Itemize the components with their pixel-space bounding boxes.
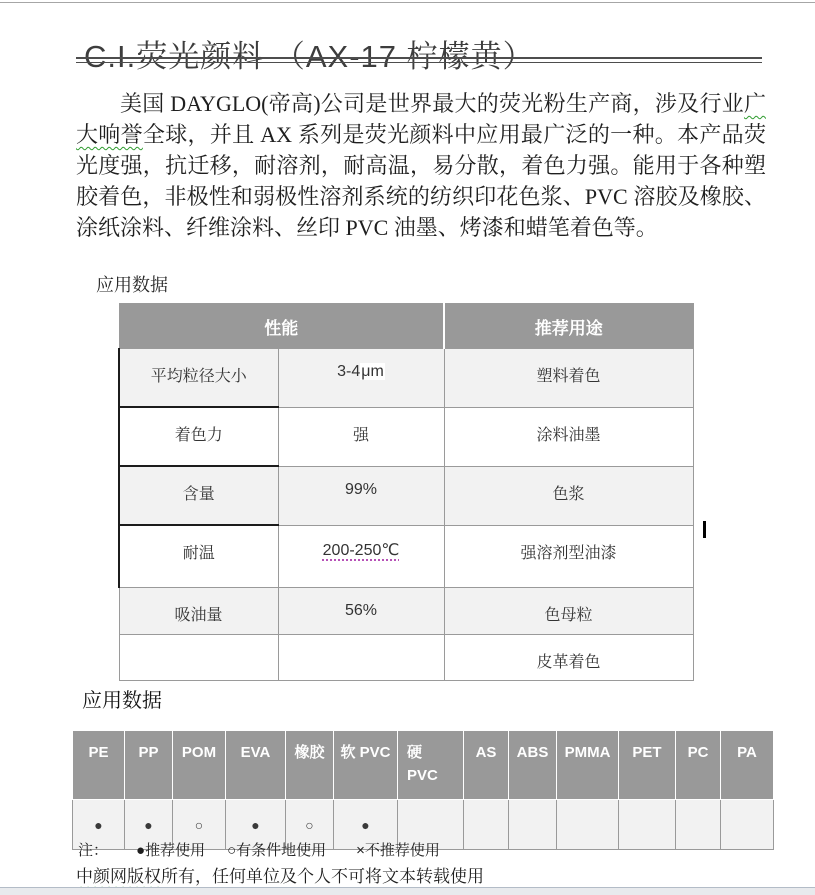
mark-cell bbox=[721, 800, 774, 850]
recommended-use-cell: 色母粒 bbox=[444, 588, 693, 635]
property-name-cell bbox=[119, 635, 278, 681]
mark-cell: ● bbox=[73, 800, 125, 850]
section-heading-properties: 应用数据 bbox=[96, 275, 168, 295]
table-row bbox=[119, 466, 693, 525]
format-flagged-value: 200-250℃ bbox=[322, 541, 400, 559]
applications-header-row bbox=[73, 731, 774, 800]
property-name-cell: 着色力 bbox=[119, 407, 278, 466]
title-underline bbox=[76, 57, 762, 63]
property-value-cell: 强 bbox=[278, 407, 444, 466]
material-header-cell: PMMA bbox=[557, 731, 619, 800]
property-name-cell: 平均粒径大小 bbox=[119, 349, 278, 408]
mark-cell bbox=[509, 800, 557, 850]
mark-cell: ● bbox=[125, 800, 173, 850]
mark-cell: ● bbox=[226, 800, 286, 850]
material-header-cell: PE bbox=[73, 731, 125, 800]
properties-header-row bbox=[119, 304, 693, 349]
spellcheck-flagged-text: 广大响誉 bbox=[76, 91, 766, 147]
recommended-use-cell: 塑料着色 bbox=[444, 349, 693, 408]
copyright-text-rest: 所有，任何单位及个人不可将文本转载使用 bbox=[161, 867, 484, 886]
mark-cell bbox=[464, 800, 509, 850]
table-row bbox=[119, 349, 693, 408]
recommended-use-cell: 皮革着色 bbox=[444, 635, 693, 681]
material-header-cell: PET bbox=[619, 731, 676, 800]
mark-cell: ● bbox=[334, 800, 398, 850]
properties-table bbox=[118, 303, 694, 681]
header-cell-recommended-use: 推荐用途 bbox=[444, 304, 693, 349]
table-row bbox=[119, 588, 693, 635]
material-header-cell: PA bbox=[721, 731, 774, 800]
mark-cell: ○ bbox=[173, 800, 226, 850]
table-row bbox=[119, 525, 693, 588]
header-cell-performance: 性能 bbox=[119, 304, 444, 349]
recommended-use-cell: 色浆 bbox=[444, 466, 693, 525]
material-header-cell: POM bbox=[173, 731, 226, 800]
mark-cell bbox=[557, 800, 619, 850]
material-header-cell: PP bbox=[125, 731, 173, 800]
section-heading-applications: 应用数据 bbox=[82, 690, 162, 712]
legend-label: 注： bbox=[78, 842, 109, 859]
intro-paragraph bbox=[76, 88, 766, 243]
highlighted-unit: μm bbox=[361, 363, 384, 380]
spellcheck-flagged-text: 中颜网版权 bbox=[76, 867, 161, 886]
table-row bbox=[119, 407, 693, 466]
table-row bbox=[119, 635, 693, 681]
property-value-cell bbox=[278, 525, 444, 588]
property-value-cell bbox=[278, 635, 444, 681]
applications-table bbox=[72, 730, 774, 850]
recommended-use-cell: 涂料油墨 bbox=[444, 407, 693, 466]
legend-note bbox=[78, 839, 440, 860]
page-title: C.I.荧光颜料 （AX-17 柠檬黄） bbox=[84, 38, 535, 74]
property-name-cell: 吸油量 bbox=[119, 588, 278, 635]
value-text: 3-4 bbox=[337, 363, 361, 380]
legend-item-recommended: ●推荐使用 bbox=[136, 842, 206, 859]
material-header-cell: ABS bbox=[509, 731, 557, 800]
copyright-text bbox=[76, 862, 484, 887]
property-value-cell bbox=[278, 349, 444, 408]
page-bottom-bar bbox=[0, 887, 815, 895]
property-name-cell: 含量 bbox=[119, 466, 278, 525]
legend-item-conditional: ○有条件地使用 bbox=[227, 842, 327, 859]
property-value-cell: 56% bbox=[278, 588, 444, 635]
intro-text-rest: 全球，并且 AX 系列是荧光颜料中应用最广泛的一种。本产品荧光度强，抗迁移，耐溶剂，耐高温，易分散，着色力强。能用于各种塑胶着色，非极性和弱极性溶剂系统的纺织印花色浆、PVC 溶胶及橡胶、涂纸涂料、纤维涂料、丝印 PVC 油墨、烤漆和蜡笔着色等。 bbox=[76, 122, 766, 240]
mark-cell bbox=[619, 800, 676, 850]
legend-item-not-recommended: ×不推荐使用 bbox=[356, 842, 440, 859]
material-header-cell: AS bbox=[464, 731, 509, 800]
recommended-use-cell: 强溶剂型油漆 bbox=[444, 525, 693, 588]
material-header-cell: 硬 PVC bbox=[398, 731, 464, 800]
property-value-cell: 99% bbox=[278, 466, 444, 525]
material-header-cell: 橡胶 bbox=[286, 731, 334, 800]
material-header-cell: EVA bbox=[226, 731, 286, 800]
material-header-cell: 软 PVC bbox=[334, 731, 398, 800]
mark-cell: ○ bbox=[286, 800, 334, 850]
material-header-cell: PC bbox=[676, 731, 721, 800]
text-cursor-caret bbox=[703, 521, 706, 538]
page-top-rule bbox=[0, 2, 815, 3]
mark-cell bbox=[676, 800, 721, 850]
intro-text-start: 美国 DAYGLO(帝高)公司是世界最大的荧光粉生产商，涉及行业 bbox=[120, 91, 744, 116]
property-name-cell: 耐温 bbox=[119, 525, 278, 588]
